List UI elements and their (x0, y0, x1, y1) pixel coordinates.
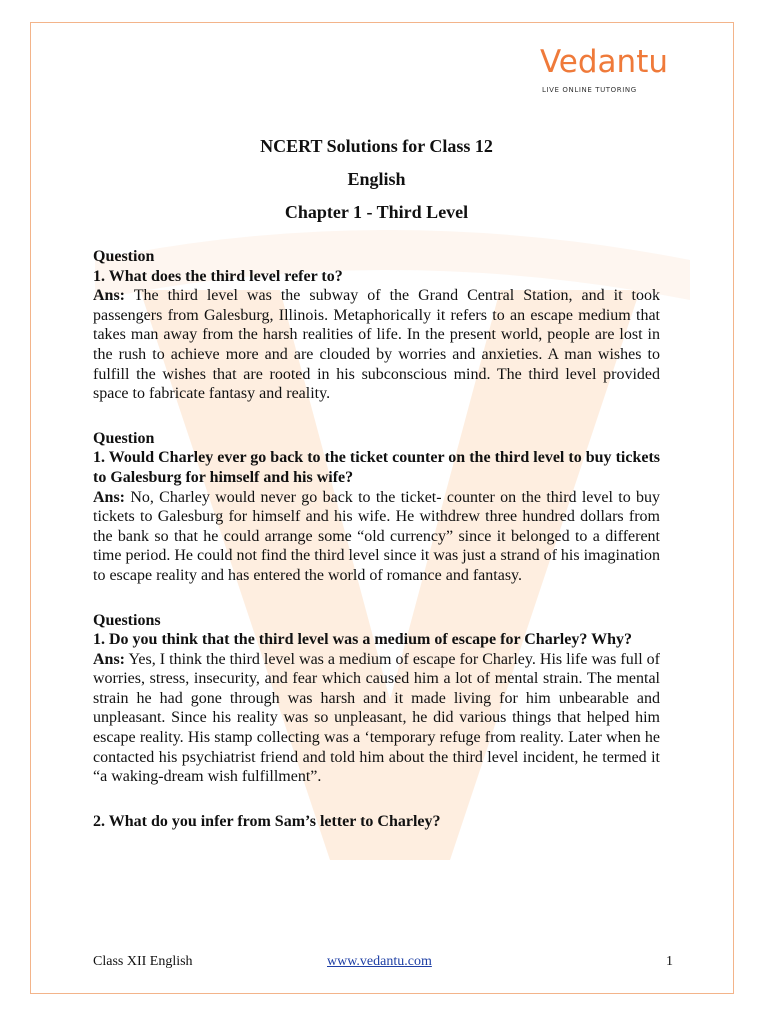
question-block-1 (93, 247, 660, 404)
question-text: 1. What does the third level refer to? (93, 267, 343, 285)
vedantu-logo (540, 44, 680, 98)
answer-text: Yes, I think the third level was a medium of escape for Charley. His life was full of worries, stress, insecurity, and fear which caused him a lot of mental strain. The mental strain he had gone through was harsh and it made living for him unbearable and unpleasant. Since his reality was so unpleasant, he did various things that helped him escape reality. His stamp collecting was a ‘temporary refuge from reality. Later when he contacted his psychiatrist friend and told him about the third level incident, he termed it “a waking-dream wish fulfillment”. (93, 650, 660, 786)
question-text: 2. What do you infer from Sam’s letter to Charley? (93, 812, 441, 830)
question-text: 1. Would Charley ever go back to the ticket counter on the third level to buy tickets to Galesburg for himself and his wife? (93, 449, 660, 486)
question-label: Question (93, 248, 155, 265)
page-number: 1 (666, 954, 673, 969)
doc-subject: English (347, 169, 406, 189)
logo-wordmark: Vedantu (540, 44, 668, 80)
answer-paragraph (93, 286, 660, 404)
logo-tagline: LIVE ONLINE TUTORING (542, 86, 637, 94)
answer-paragraph (93, 488, 660, 586)
answer-label: Ans: (93, 650, 126, 668)
answer-text: The third level was the subway of the Grand Central Station, and it took passengers from Galesburg, Illinois. Metaphorically it refers to an escape medium that takes man away from the harsh realities of life. In the present world, people are lost in the rush to achieve more and are clouded by worries and anxieties. A man wishes to fulfill the wishes that are rooted in his subconscious mind. The third level provided space to fabricate fantasy and reality. (93, 287, 660, 403)
question-label: Questions (93, 611, 161, 629)
footer-website-link[interactable]: www.vedantu.com (327, 954, 432, 969)
question-block-3 (93, 611, 660, 787)
answer-paragraph (93, 650, 660, 787)
answer-text: No, Charley would never go back to the ticket- counter on the third level to buy tickets to Galesburg for himself and his wife. He withdrew three hundred dollars from the bank so that he could arrange some “old currency” since it belonged to a different time period. He could not find the third level since it was just a strand of his imagination to escape reality and has entered the world of romance and fantasy. (93, 488, 660, 584)
doc-chapter: Chapter 1 - Third Level (284, 202, 469, 222)
document-body (93, 134, 660, 831)
next-question (93, 812, 660, 832)
answer-label: Ans: (93, 488, 126, 506)
answer-label: Ans: (93, 287, 126, 305)
question-block-2 (93, 429, 660, 586)
footer-class-label: Class XII English (93, 954, 193, 969)
question-label: Question (93, 429, 155, 447)
doc-title: NCERT Solutions for Class 12 (260, 136, 493, 156)
question-text: 1. Do you think that the third level was a medium of escape for Charley? Why? (93, 631, 632, 649)
